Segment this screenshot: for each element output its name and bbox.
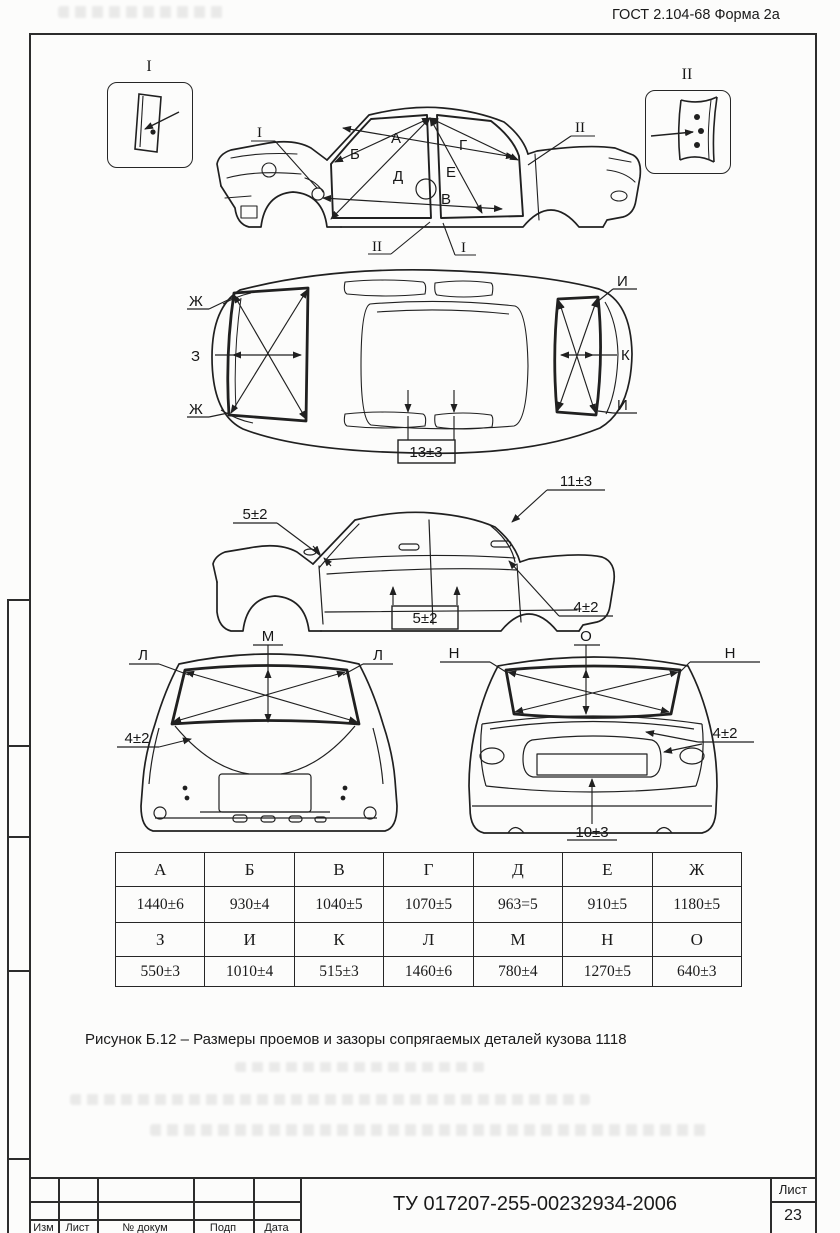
car-top-outline — [212, 270, 632, 453]
table-cell: А — [116, 853, 205, 887]
margin-tick — [7, 1158, 29, 1160]
table-cell: 550±3 — [116, 957, 205, 987]
dim-letter-m: М — [261, 628, 275, 645]
table-cell: Г — [384, 853, 473, 887]
dim-letter-z: З — [191, 348, 201, 365]
top-view-dim-arrows — [187, 289, 637, 463]
dim-value-5-top: 5±2 — [242, 506, 268, 523]
dimension-table — [115, 852, 742, 987]
table-cell: Б — [205, 853, 294, 887]
top-view-drawing — [185, 262, 645, 467]
table-row — [116, 923, 742, 957]
dim-value-13: 13±3 — [409, 444, 443, 461]
titleblock-hline — [29, 1201, 301, 1203]
dim-value-10: 10±3 — [575, 824, 609, 841]
table-cell: 640±3 — [652, 957, 741, 987]
table-row — [116, 957, 742, 987]
detail-i-drawing — [107, 82, 191, 166]
detail-ii-label: II — [681, 66, 693, 83]
margin-tick — [7, 745, 29, 747]
dim-value-5-bottom: 5±2 — [412, 610, 438, 627]
table-cell: 1460±6 — [384, 957, 473, 987]
margin-tick — [7, 836, 29, 838]
titleblock-top-line — [29, 1177, 817, 1179]
table-cell: 1070±5 — [384, 887, 473, 923]
table-cell: З — [116, 923, 205, 957]
dim-letter-l-right: Л — [373, 647, 383, 664]
dim-letter-zh-bottom: Ж — [189, 401, 203, 418]
front-view-drawing — [115, 628, 435, 843]
titleblock-col-data: Дата — [264, 1222, 289, 1233]
titleblock-col-ndokum: № докум — [122, 1222, 168, 1233]
titleblock-hline — [770, 1201, 816, 1203]
table-cell: 515±3 — [294, 957, 383, 987]
dim-letter-d: Д — [393, 168, 404, 185]
titleblock-vline — [300, 1177, 302, 1233]
table-cell: И — [205, 923, 294, 957]
figure-caption: Рисунок Б.12 – Размеры проемов и зазоры сопрягаемых деталей кузова 1118 — [85, 1031, 627, 1048]
callout-i-bottom: I — [461, 240, 466, 256]
dim-letter-e: Е — [446, 164, 457, 181]
callout-i-top: I — [257, 125, 262, 141]
table-cell: Е — [563, 853, 652, 887]
dim-letter-n-right: Н — [724, 645, 736, 662]
detail-i-label: I — [146, 58, 152, 75]
scan-artifact — [70, 1094, 590, 1105]
dim-letter-b: Б — [350, 146, 360, 163]
margin-tick — [7, 970, 29, 972]
doc-number: ТУ 017207-255-00232934-2006 — [392, 1193, 678, 1215]
table-row — [116, 887, 742, 923]
frame-left-line — [29, 33, 31, 1233]
table-cell: К — [294, 923, 383, 957]
table-cell: 1270±5 — [563, 957, 652, 987]
dim-value-4-rear-door: 4±2 — [573, 599, 599, 616]
car-front-outline — [141, 654, 397, 831]
detail-ii-drawing — [645, 90, 729, 172]
table-cell: 930±4 — [205, 887, 294, 923]
frame-top-line — [29, 33, 817, 35]
table-cell: 780±4 — [473, 957, 562, 987]
rear-dim-arrows — [440, 645, 760, 840]
dim-letter-l-left: Л — [138, 647, 148, 664]
dim-letter-k: К — [621, 347, 630, 364]
car-rear-outline — [469, 657, 717, 833]
table-cell: Ж — [652, 853, 741, 887]
titleblock-col-podp: Подп — [209, 1222, 237, 1233]
frame-right-line — [815, 33, 817, 1233]
side-view-openings-drawing — [205, 58, 650, 258]
table-row — [116, 853, 742, 887]
dim-value-11: 11±3 — [559, 473, 593, 490]
table-cell: 1010±4 — [205, 957, 294, 987]
table-cell: Л — [384, 923, 473, 957]
table-cell: О — [652, 923, 741, 957]
rear-view-drawing — [440, 628, 760, 843]
table-cell: В — [294, 853, 383, 887]
margin-tick — [7, 599, 29, 601]
table-cell: 1440±6 — [116, 887, 205, 923]
callout-ii-top: II — [575, 120, 585, 136]
table-cell: М — [473, 923, 562, 957]
scan-artifact — [58, 6, 228, 18]
titleblock-col-izm: Изм — [33, 1222, 54, 1233]
section-callouts — [251, 136, 595, 255]
dim-letter-i-bottom: И — [617, 397, 628, 414]
dim-letter-i-top: И — [617, 273, 628, 290]
titleblock-hline — [29, 1219, 301, 1221]
table-cell: 910±5 — [563, 887, 652, 923]
scan-artifact — [150, 1124, 710, 1136]
table-cell: Д — [473, 853, 562, 887]
table-cell: 1040±5 — [294, 887, 383, 923]
scan-artifact — [235, 1062, 485, 1072]
titleblock-col-list: Лист — [65, 1222, 90, 1233]
dim-letter-n-left: Н — [448, 645, 460, 662]
dim-letter-o: О — [580, 628, 592, 645]
dim-value-4-trunk: 4±2 — [712, 725, 738, 742]
dim-letter-zh-top: Ж — [189, 293, 203, 310]
callout-ii-bottom: II — [372, 239, 382, 255]
side-view-gaps-drawing — [185, 462, 645, 642]
table-cell: Н — [563, 923, 652, 957]
sheet-label: Лист — [778, 1182, 808, 1197]
dim-letter-g: Г — [459, 137, 468, 154]
form-note: ГОСТ 2.104-68 Форма 2а — [612, 7, 780, 23]
table-cell: 963=5 — [473, 887, 562, 923]
margin-left-line — [7, 599, 9, 1233]
gap-callouts — [233, 490, 613, 629]
dim-letter-a: А — [391, 130, 402, 147]
table-cell: 1180±5 — [652, 887, 741, 923]
dim-letter-v: В — [441, 191, 452, 208]
dim-value-4-hood: 4±2 — [124, 730, 150, 747]
sheet-number: 23 — [784, 1207, 802, 1224]
